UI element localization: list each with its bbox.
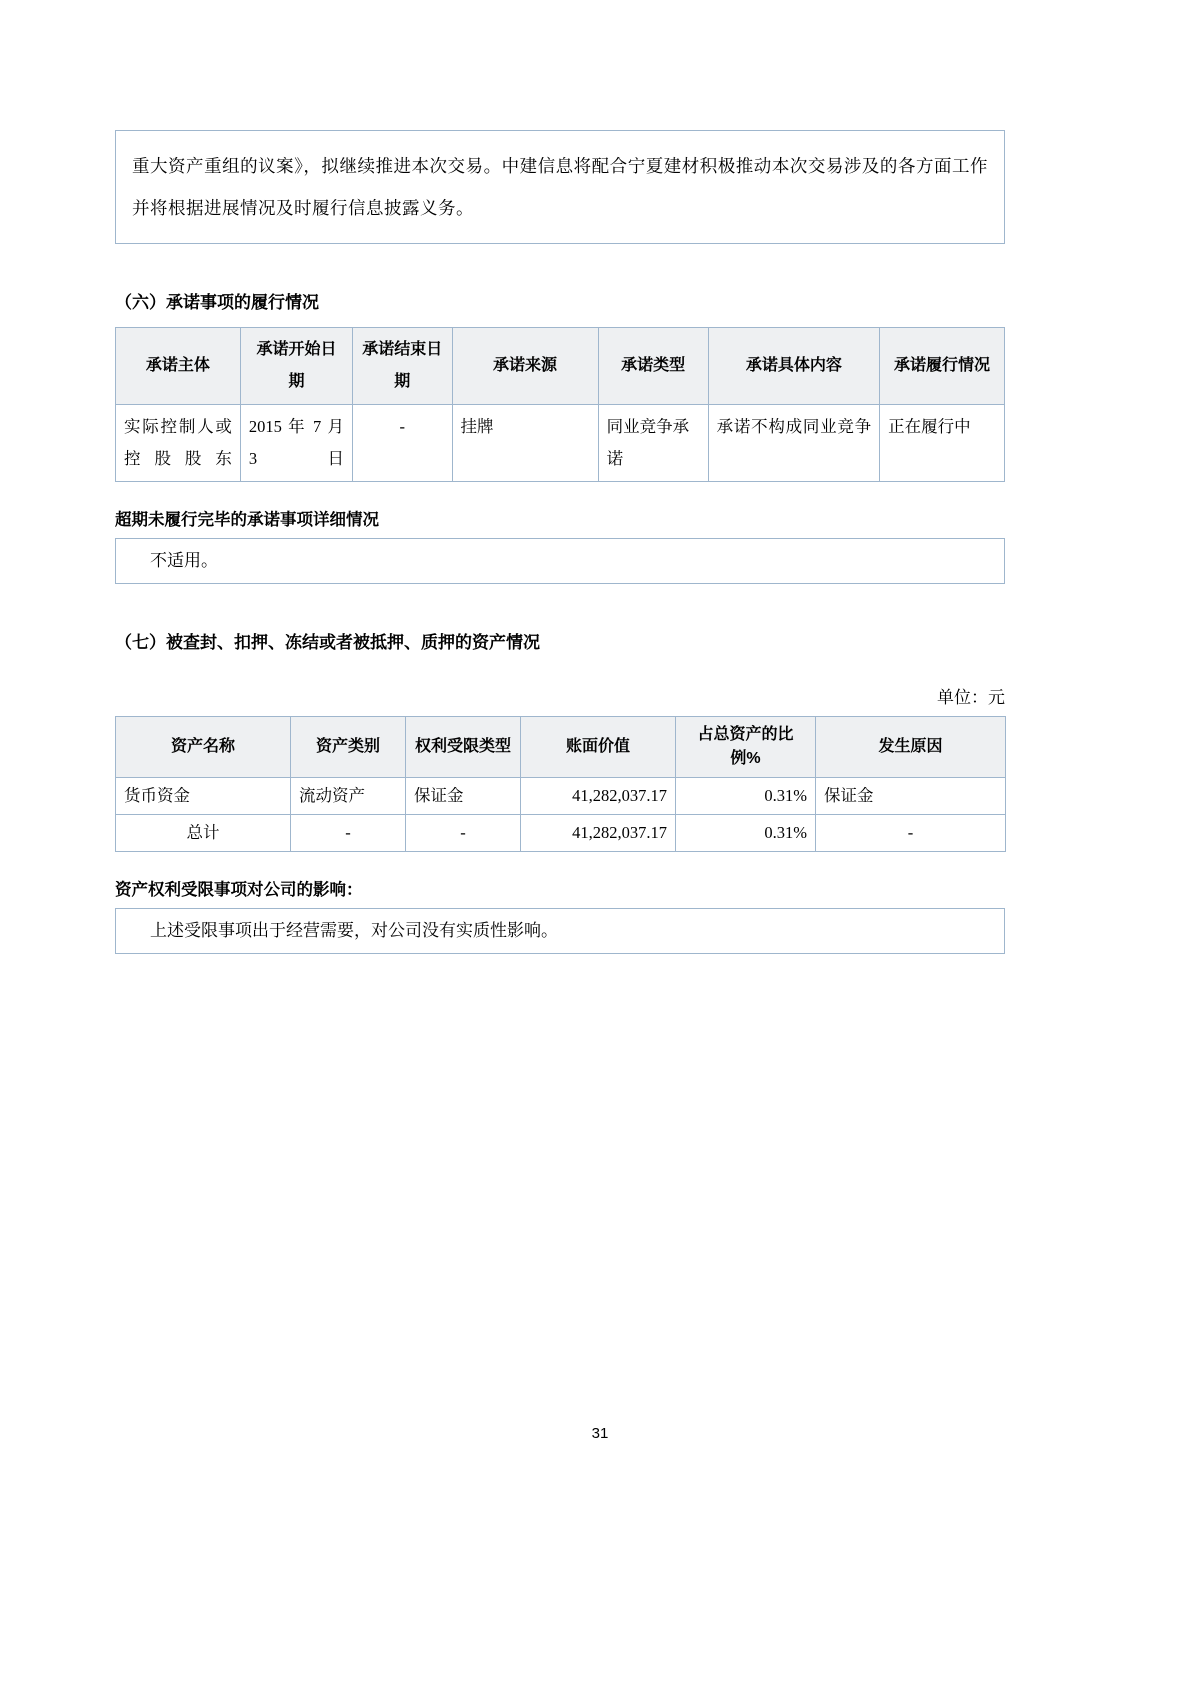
col-header-reason: 发生原因 — [816, 717, 1006, 778]
overdue-commitment-title: 超期未履行完毕的承诺事项详细情况 — [115, 511, 379, 529]
cell-status: 正在履行中 — [880, 405, 1005, 482]
cell-subject: 实际控制人或控股股东 — [116, 405, 241, 482]
asset-impact-note: 上述受限事项出于经营需要，对公司没有实质性影响。 — [115, 908, 1005, 954]
asset-impact-title: 资产权利受限事项对公司的影响： — [115, 881, 363, 899]
page-content — [115, 130, 1005, 954]
cell-type: 同业竞争承诺 — [598, 405, 708, 482]
col-header-type: 承诺类型 — [598, 328, 708, 405]
cell-start-date: 2015 年 7 月 3 日 — [240, 405, 352, 482]
col-header-start-date: 承诺开始日期 — [240, 328, 352, 405]
unit-label: 单位：元 — [937, 688, 1005, 707]
cell-book-value: 41,282,037.17 — [521, 778, 676, 815]
cell-asset-name: 总计 — [116, 815, 291, 852]
cell-source: 挂牌 — [452, 405, 598, 482]
col-header-asset-name: 资产名称 — [116, 717, 291, 778]
col-header-book-value: 账面价值 — [521, 717, 676, 778]
col-header-status: 承诺履行情况 — [880, 328, 1005, 405]
intro-paragraph-text: 重大资产重组的议案》，拟继续推进本次交易。中建信息将配合宁夏建材积极推动本次交易涉及的各方面工作并将根据进展情况及时履行信息披露义务。 — [132, 156, 988, 218]
col-header-restriction-type: 权利受限类型 — [406, 717, 521, 778]
cell-reason: - — [816, 815, 1006, 852]
page-number: 31 — [591, 1425, 609, 1442]
col-header-source: 承诺来源 — [452, 328, 598, 405]
cell-restriction-type: - — [406, 815, 521, 852]
cell-restriction-type: 保证金 — [406, 778, 521, 815]
commitment-table — [115, 327, 1005, 482]
table-header-row — [116, 328, 1005, 405]
cell-asset-category: - — [291, 815, 406, 852]
table-row — [116, 405, 1005, 482]
overdue-commitment-note: 不适用。 — [115, 538, 1005, 584]
cell-asset-category: 流动资产 — [291, 778, 406, 815]
section-seven-title: （七）被查封、扣押、冻结或者被抵押、质押的资产情况 — [115, 633, 540, 652]
col-header-content: 承诺具体内容 — [708, 328, 879, 405]
cell-total-asset-ratio: 0.31% — [676, 815, 816, 852]
intro-paragraph-box — [115, 130, 1005, 244]
table-header-row — [116, 717, 1006, 778]
cell-asset-name: 货币资金 — [116, 778, 291, 815]
section-six-title: （六）承诺事项的履行情况 — [115, 293, 319, 312]
col-header-total-asset-ratio: 占总资产的比例% — [676, 717, 816, 778]
cell-content: 承诺不构成同业竞争 — [708, 405, 879, 482]
table-row — [116, 778, 1006, 815]
col-header-asset-category: 资产类别 — [291, 717, 406, 778]
cell-book-value: 41,282,037.17 — [521, 815, 676, 852]
cell-reason: 保证金 — [816, 778, 1006, 815]
restricted-asset-table — [115, 716, 1006, 852]
cell-total-asset-ratio: 0.31% — [676, 778, 816, 815]
col-header-end-date: 承诺结束日期 — [353, 328, 452, 405]
table-row — [116, 815, 1006, 852]
col-header-subject: 承诺主体 — [116, 328, 241, 405]
cell-end-date: - — [353, 405, 452, 482]
